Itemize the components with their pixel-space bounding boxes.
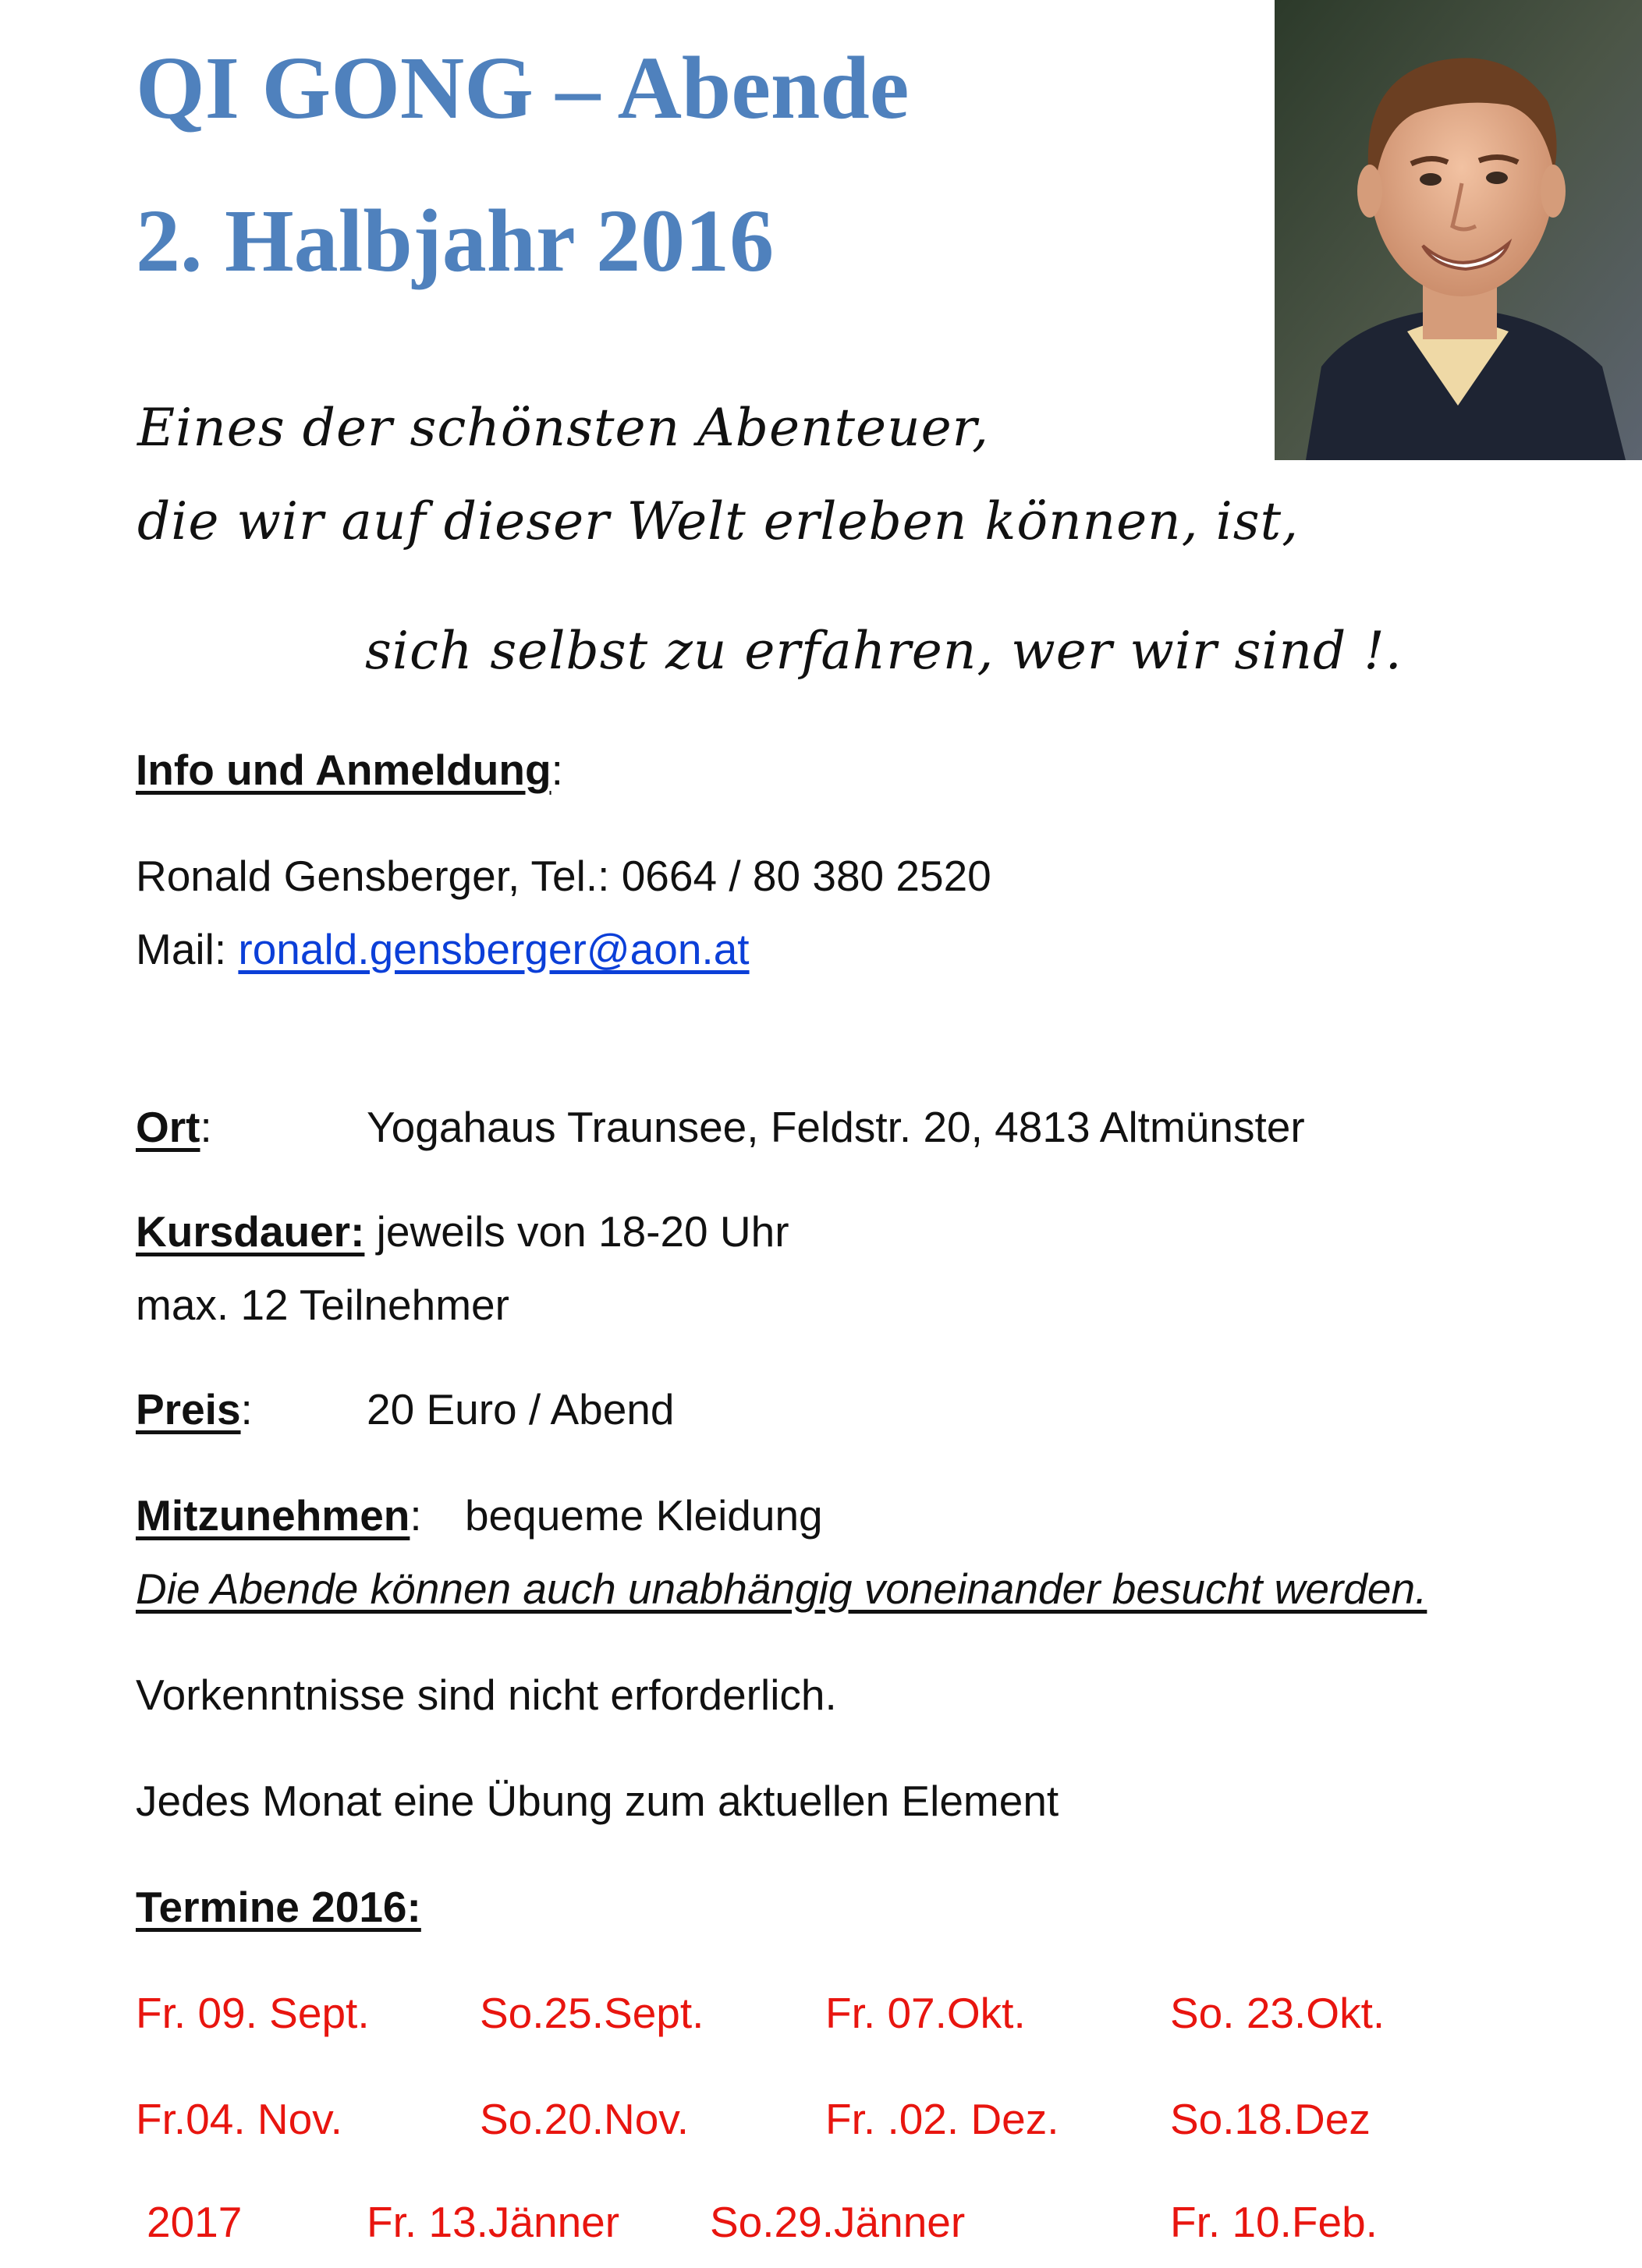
date-item: Fr. 10.Feb. (1170, 2198, 1378, 2246)
mail-link[interactable]: ronald.gensberger@aon.at (238, 925, 750, 973)
ort-label: Ort (136, 1103, 200, 1151)
date-item: So.20.Nov. (480, 2095, 690, 2143)
date-item: So. 23.Okt. (1170, 1989, 1385, 2037)
prior-knowledge-note: Vorkenntnisse sind nicht erforderlich. (136, 1671, 837, 1719)
date-item: Fr. 09. Sept. (136, 1989, 370, 2037)
info-heading-label: Info und Anmeldung (136, 746, 551, 794)
contact-line: Ronald Gensberger, Tel.: 0664 / 80 380 2520 (136, 852, 991, 900)
ort-line (136, 1103, 1305, 1152)
mitzunehmen-line (136, 1491, 823, 1540)
portrait-photo (1275, 0, 1642, 460)
participants-line: max. 12 Teilnehmer (136, 1281, 509, 1329)
independent-note: Die Abende können auch unabhängig voneinander besucht werden. (136, 1565, 1427, 1613)
date-item: So.29.Jänner (710, 2198, 966, 2246)
info-heading (136, 746, 563, 795)
mitzunehmen-value: bequeme Kleidung (464, 1491, 823, 1540)
kursdauer-value: jeweils von 18-20 Uhr (364, 1207, 789, 1256)
info-heading-suffix: : (551, 746, 563, 794)
year-label-2017: 2017 (147, 2198, 243, 2246)
quote-line-2: die wir auf dieser Welt erleben können, ist, (137, 491, 1300, 551)
title-line-2: 2. Halbjahr 2016 (136, 191, 775, 290)
preis-line (136, 1385, 675, 1434)
title-line-1: QI GONG – Abende (136, 38, 910, 137)
date-item: Fr. 13.Jänner (367, 2198, 620, 2246)
monthly-exercise-note: Jedes Monat eine Übung zum aktuellen Element (136, 1777, 1059, 1825)
date-item: Fr.04. Nov. (136, 2095, 342, 2143)
date-item: Fr. 07.Okt. (825, 1989, 1026, 2037)
termine-heading-label: Termine 2016: (136, 1883, 421, 1931)
preis-suffix: : (240, 1385, 253, 1433)
date-item: So.18.Dez (1170, 2095, 1371, 2143)
date-item: Fr. .02. Dez. (825, 2095, 1059, 2143)
preis-label: Preis (136, 1385, 241, 1433)
preis-value: 20 Euro / Abend (367, 1385, 675, 1433)
termine-heading (136, 1883, 421, 1932)
quote-line-1: Eines der schönsten Abenteuer, (137, 398, 989, 458)
kursdauer-line (136, 1207, 789, 1256)
mitzunehmen-label: Mitzunehmen (136, 1491, 410, 1540)
kursdauer-label: Kursdauer: (136, 1207, 365, 1256)
mitzunehmen-suffix: : (410, 1491, 422, 1540)
mail-line (136, 925, 750, 974)
ort-suffix: : (200, 1103, 212, 1151)
ort-value: Yogahaus Traunsee, Feldstr. 20, 4813 Altmünster (367, 1103, 1305, 1151)
mail-label: Mail: (136, 925, 239, 973)
date-item: So.25.Sept. (480, 1989, 704, 2037)
quote-line-3: sich selbst zu erfahren, wer wir sind !. (365, 621, 1403, 681)
portrait-illustration (1275, 0, 1642, 460)
